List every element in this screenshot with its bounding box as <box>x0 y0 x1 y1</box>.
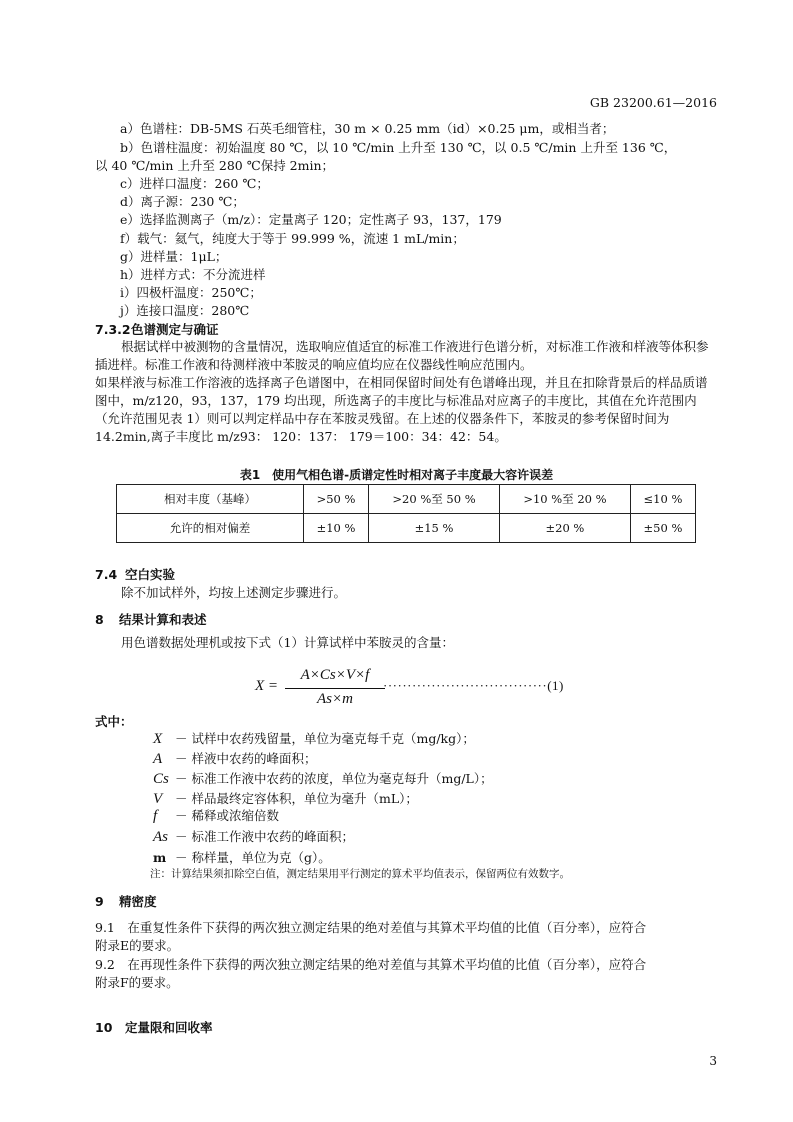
symbol: X <box>153 731 163 747</box>
section-heading-7-3-2 <box>95 320 219 338</box>
section-title: 精密度 <box>119 894 157 909</box>
condition-item: a）色谱柱：DB-5MS 石英毛细管柱，30 m × 0.25 mm（id）×0.25 μm，或相当者； <box>120 121 615 136</box>
symbol-row <box>153 749 316 768</box>
section-number: 8 <box>95 612 104 627</box>
fraction-bar <box>285 688 385 689</box>
condition-item: g）进样量：1μL； <box>120 249 228 264</box>
tolerance-table <box>116 484 696 543</box>
section-heading-10 <box>95 1018 213 1036</box>
condition-item: f）载气：氦气，纯度大于等于 99.999 %，流速 1 mL/min； <box>120 231 465 246</box>
paragraph: 9.2 在再现性条件下获得的两次独立测定结果的绝对差值与其算术平均值的比值（百分率），应符合 <box>95 957 647 972</box>
table-cell: 相对丰度（基峰） <box>117 485 304 514</box>
section-title: 定量限和回收率 <box>125 1020 213 1035</box>
table-cell: >10 %至 20 % <box>499 485 630 514</box>
symbol-row <box>153 827 354 846</box>
paragraph-continued: 附录F的要求。 <box>95 975 179 990</box>
condition-item: c）进样口温度：260 ℃； <box>120 176 269 191</box>
where-label: 式中： <box>95 714 133 729</box>
table-row <box>117 514 696 543</box>
section-heading-9 <box>95 892 157 910</box>
symbol-row <box>153 729 475 748</box>
condition-item: e）选择监测离子（m/z）：定量离子 120；定性离子 93，137，179 <box>120 212 502 227</box>
symbol-desc: － 样液中农药的峰面积； <box>175 751 317 766</box>
table-cell: ≤10 % <box>630 485 695 514</box>
table-cell: ±20 % <box>499 514 630 543</box>
table-cell: ±50 % <box>630 514 695 543</box>
table-cell: ±10 % <box>304 514 369 543</box>
section-number: 7.4 <box>95 567 118 582</box>
section-heading-7-4 <box>95 565 175 583</box>
page-number: 3 <box>709 1054 717 1068</box>
paragraph: 除不加试样外，均按上述测定步骤进行。 <box>121 585 347 600</box>
symbol: f <box>153 808 158 824</box>
condition-item: i）四极杆温度：250℃； <box>120 285 262 300</box>
table-cell: >50 % <box>304 485 369 514</box>
formula-numerator: A×Cs×V×f <box>300 667 370 683</box>
symbol-row <box>153 769 493 788</box>
section-title: 结果计算和表述 <box>119 612 207 627</box>
table-caption: 表1 使用气相色谱-质谱定性时相对离子丰度最大容许误差 <box>239 468 554 482</box>
section-title: 空白实验 <box>125 567 176 582</box>
paragraph-continued: 附录E的要求。 <box>95 938 180 953</box>
standard-number: GB 23200.61—2016 <box>589 95 717 110</box>
symbol: As <box>153 829 168 845</box>
formula-number: ··································(1) <box>383 678 564 693</box>
symbol-desc: － 标准工作液中农药的浓度，单位为毫克每升（mg/L）； <box>175 771 493 786</box>
section-number: 10 <box>95 1020 113 1035</box>
note: 注：计算结果须扣除空白值，测定结果用平行测定的算术平均值表示，保留两位有效数字。 <box>150 868 570 880</box>
symbol-desc: － 稀释或浓缩倍数 <box>175 808 279 823</box>
table-cell: >20 %至 50 % <box>369 485 500 514</box>
symbol-desc: － 试样中农药残留量，单位为毫克每千克（mg/kg）； <box>175 731 475 746</box>
section-heading-8 <box>95 610 207 628</box>
symbol-row <box>153 848 331 866</box>
symbol-desc: － 称样量，单位为克（g）。 <box>175 850 331 865</box>
condition-item: b）色谱柱温度：初始温度 80 ℃，以 10 ℃/min 上升至 130 ℃，以 0.5 ℃/min 上升至 136 ℃， <box>120 140 677 155</box>
section-number: 9 <box>95 894 104 909</box>
condition-item: h）进样方式：不分流进样 <box>120 267 266 282</box>
table-row <box>117 485 696 514</box>
condition-item-continued: 以 40 ℃/min 上升至 280 ℃保持 2min； <box>95 158 335 173</box>
condition-item: j）连接口温度：280℃ <box>120 303 250 318</box>
condition-item: d）离子源：230 ℃； <box>120 194 245 209</box>
symbol-desc: － 标准工作液中农药的峰面积； <box>175 829 354 844</box>
symbol-row <box>153 806 279 825</box>
paragraph: 9.1 在重复性条件下获得的两次独立测定结果的绝对差值与其算术平均值的比值（百分率），应符合 <box>95 920 647 935</box>
symbol: m <box>153 850 167 865</box>
table-cell: ±15 % <box>369 514 500 543</box>
section-number: 7.3.2 <box>95 322 131 337</box>
section-title: 色谱测定与确证 <box>131 322 219 337</box>
symbol-desc: － 样品最终定容体积，单位为毫升（mL）； <box>175 791 418 806</box>
symbol: A <box>153 751 163 767</box>
table-cell: 允许的相对偏差 <box>117 514 304 543</box>
formula <box>255 667 595 713</box>
paragraph: 用色谱数据处理机或按下式（1）计算试样中苯胺灵的含量： <box>121 635 454 650</box>
paragraph: 根据试样中被测物的含量情况，选取响应值适宜的标准工作液进行色谱分析，对标准工作液和样液等体积参插进样。标准工作液和待测样液中苯胺灵的响应值均应在仪器线性响应范围内。 <box>95 339 709 372</box>
formula-lhs: X = <box>255 678 279 694</box>
paragraph: 如果样液与标准工作溶液的选择离子色谱图中，在相同保留时间处有色谱峰出现，并且在扣除背景后的样品质谱图中，m/z120，93，137，179 均出现，所选离子的丰度比与标准品对应离子的丰度比，其值在允许范围内（允许范围见表 1）则可以判定样品中存在苯胺灵残留。在上述的仪器条件下，苯胺灵的参考保留时间为 14.2min,离子丰度比 m/z93： 120：137： 179＝100：34：42：54。 <box>95 375 708 444</box>
formula-denominator: As×m <box>317 691 353 707</box>
symbol: Cs <box>153 771 169 787</box>
symbol: V <box>153 791 163 807</box>
